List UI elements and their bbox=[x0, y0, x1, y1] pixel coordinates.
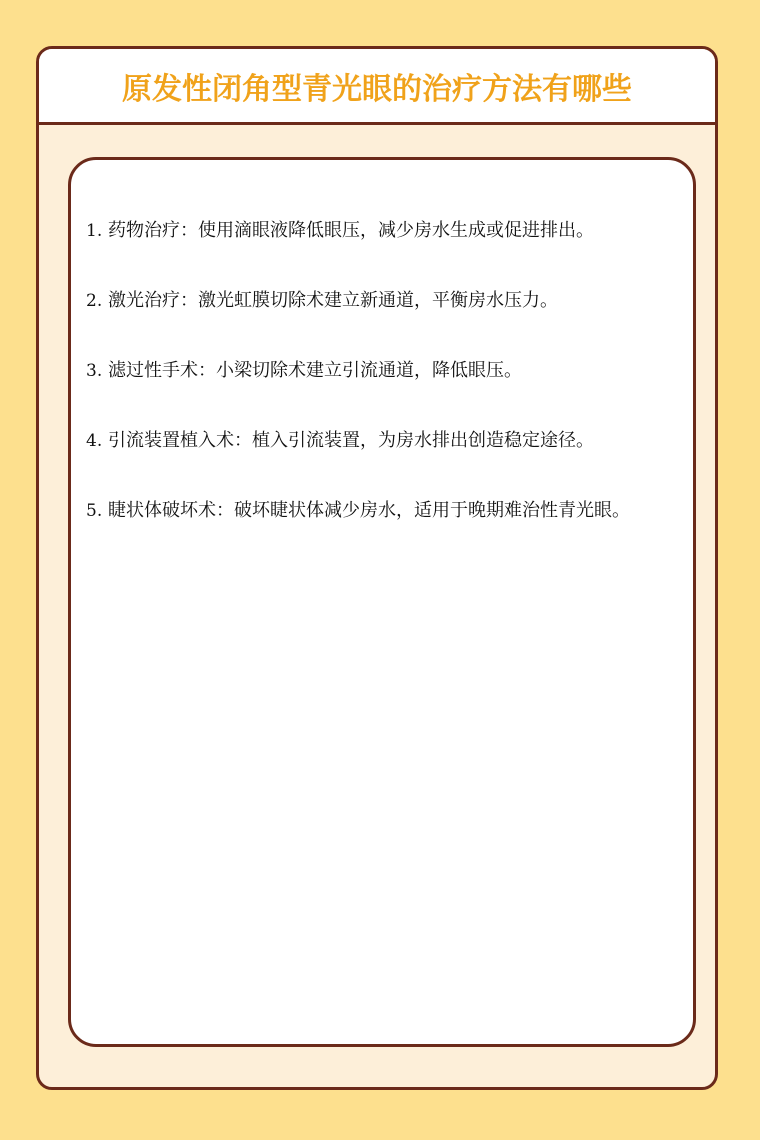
list-item bbox=[86, 336, 686, 406]
content-panel bbox=[68, 157, 696, 1047]
item-number: 5. bbox=[86, 501, 103, 521]
info-card bbox=[36, 46, 718, 1090]
item-text: 激光治疗：激光虹膜切除术建立新通道，平衡房水压力。 bbox=[107, 290, 558, 311]
list-item bbox=[86, 476, 686, 546]
item-text: 滤过性手术：小梁切除术建立引流通道，降低眼压。 bbox=[107, 360, 522, 381]
item-text: 睫状体破坏术：破坏睫状体减少房水，适用于晚期难治性青光眼。 bbox=[107, 500, 630, 521]
list-item bbox=[86, 406, 686, 476]
treatment-list bbox=[86, 196, 686, 546]
item-number: 3. bbox=[86, 361, 103, 381]
page-title: 原发性闭角型青光眼的治疗方法有哪些 bbox=[122, 71, 632, 107]
item-text: 药物治疗：使用滴眼液降低眼压，减少房水生成或促进排出。 bbox=[107, 220, 594, 241]
item-text: 引流装置植入术：植入引流装置，为房水排出创造稳定途径。 bbox=[107, 430, 594, 451]
item-number: 1. bbox=[86, 221, 103, 241]
item-number: 2. bbox=[86, 291, 103, 311]
card-header bbox=[39, 49, 715, 125]
list-item bbox=[86, 196, 686, 266]
list-item bbox=[86, 266, 686, 336]
item-number: 4. bbox=[86, 431, 103, 451]
